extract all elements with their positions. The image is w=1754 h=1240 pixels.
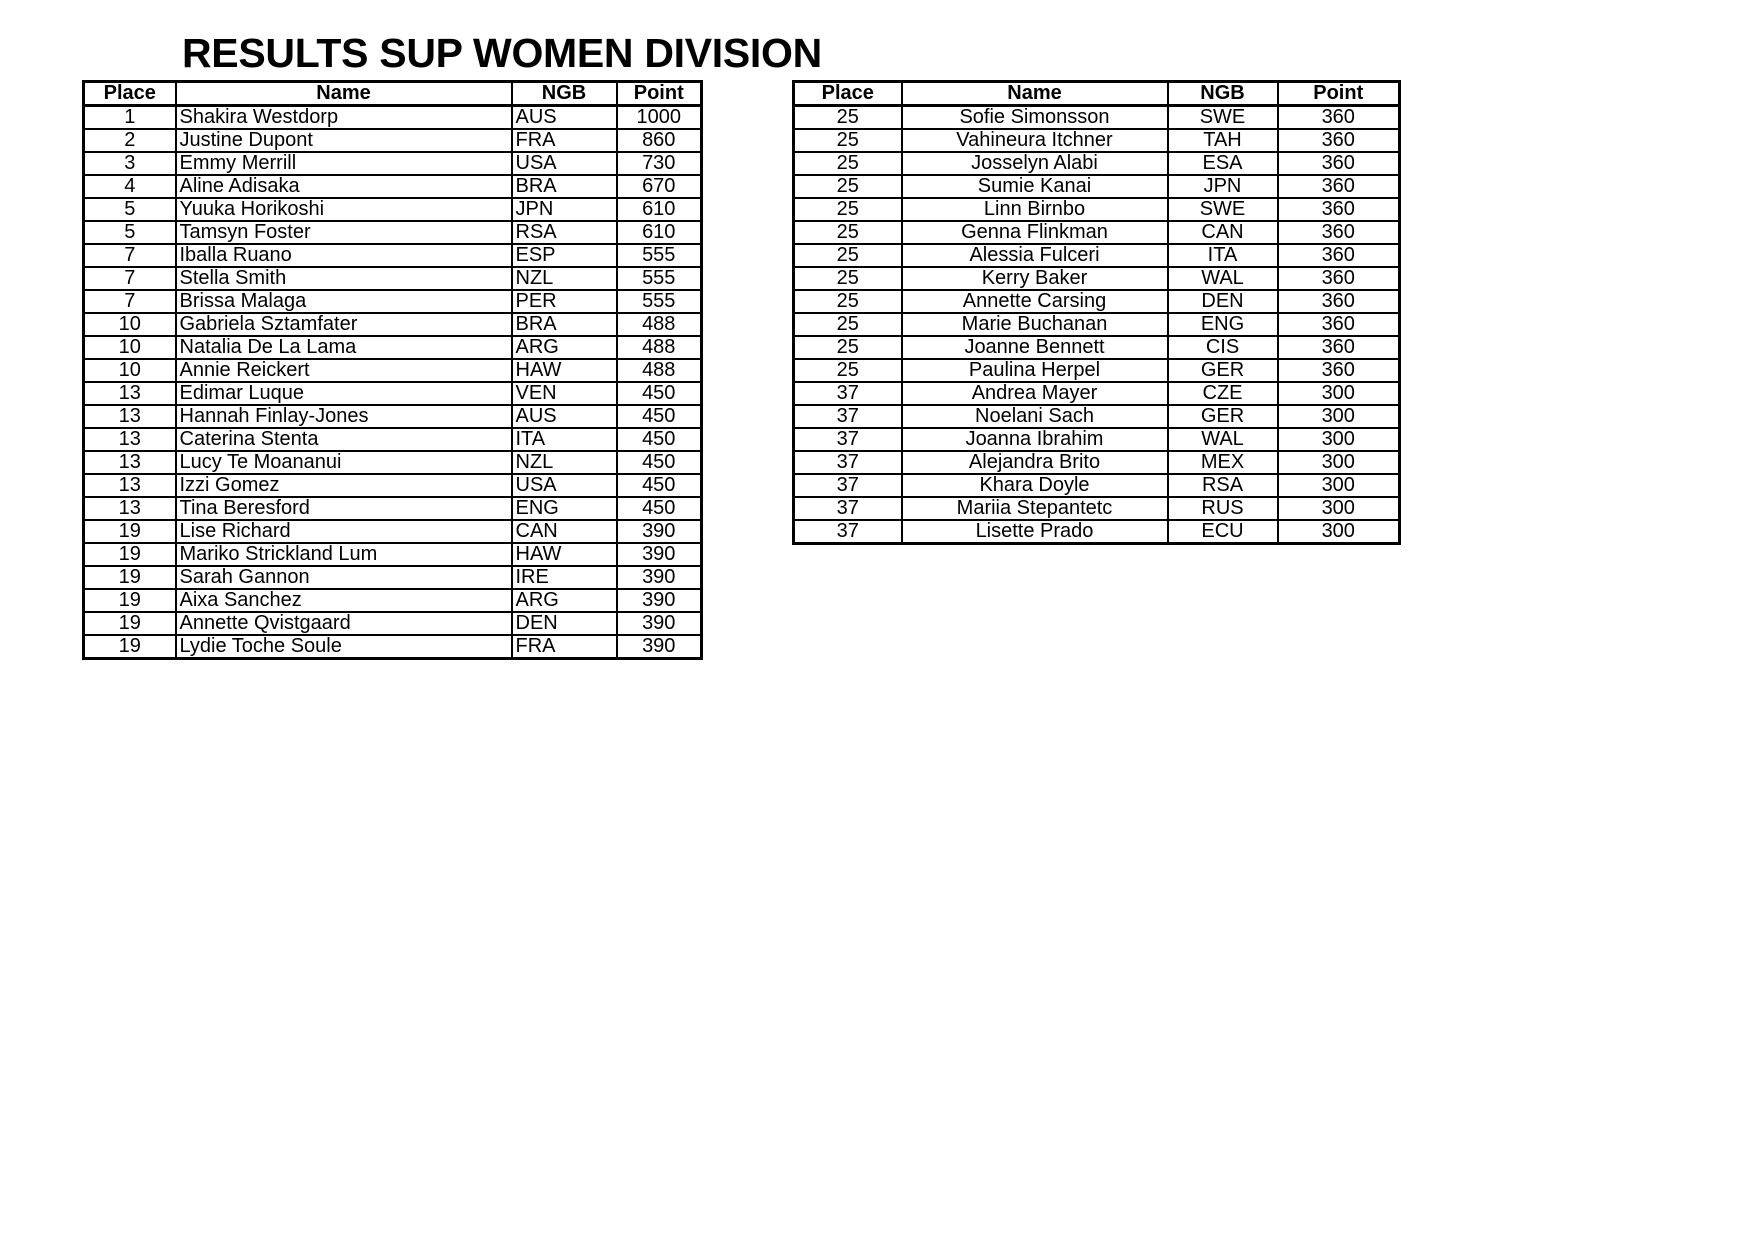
point-cell: 360 <box>1278 106 1400 130</box>
point-cell: 670 <box>617 175 702 198</box>
name-cell: Yuuka Horikoshi <box>176 198 512 221</box>
place-cell: 13 <box>84 497 176 520</box>
point-cell: 450 <box>617 405 702 428</box>
table-row <box>794 405 1400 428</box>
table-row <box>84 129 702 152</box>
point-cell: 300 <box>1278 382 1400 405</box>
name-cell: Sumie Kanai <box>902 175 1168 198</box>
point-header: Point <box>1278 82 1400 106</box>
place-cell: 3 <box>84 152 176 175</box>
name-cell: Edimar Luque <box>176 382 512 405</box>
point-cell: 450 <box>617 428 702 451</box>
ngb-cell: DEN <box>1168 290 1278 313</box>
ngb-cell: WAL <box>1168 428 1278 451</box>
point-cell: 360 <box>1278 175 1400 198</box>
place-cell: 13 <box>84 382 176 405</box>
name-header: Name <box>176 82 512 106</box>
place-cell: 19 <box>84 589 176 612</box>
point-cell: 450 <box>617 382 702 405</box>
table-row <box>794 313 1400 336</box>
place-cell: 19 <box>84 520 176 543</box>
ngb-cell: ESA <box>1168 152 1278 175</box>
place-cell: 25 <box>794 313 902 336</box>
name-cell: Paulina Herpel <box>902 359 1168 382</box>
point-cell: 360 <box>1278 336 1400 359</box>
point-cell: 450 <box>617 497 702 520</box>
ngb-cell: ITA <box>512 428 617 451</box>
table-row <box>84 451 702 474</box>
name-header: Name <box>902 82 1168 106</box>
place-cell: 37 <box>794 520 902 544</box>
name-cell: Annette Carsing <box>902 290 1168 313</box>
ngb-cell: CZE <box>1168 382 1278 405</box>
point-cell: 300 <box>1278 428 1400 451</box>
place-cell: 19 <box>84 612 176 635</box>
name-cell: Mariia Stepantetc <box>902 497 1168 520</box>
point-cell: 488 <box>617 313 702 336</box>
name-cell: Alejandra Brito <box>902 451 1168 474</box>
table-row <box>794 336 1400 359</box>
name-cell: Mariko Strickland Lum <box>176 543 512 566</box>
table-row <box>794 290 1400 313</box>
point-cell: 488 <box>617 359 702 382</box>
ngb-cell: AUS <box>512 106 617 130</box>
ngb-cell: CIS <box>1168 336 1278 359</box>
point-cell: 360 <box>1278 290 1400 313</box>
table-row <box>84 221 702 244</box>
point-cell: 555 <box>617 244 702 267</box>
table-row <box>794 474 1400 497</box>
point-cell: 360 <box>1278 129 1400 152</box>
table-row <box>84 152 702 175</box>
name-cell: Annie Reickert <box>176 359 512 382</box>
place-header: Place <box>84 82 176 106</box>
table-row <box>84 359 702 382</box>
place-cell: 25 <box>794 175 902 198</box>
point-cell: 300 <box>1278 451 1400 474</box>
place-cell: 2 <box>84 129 176 152</box>
place-cell: 7 <box>84 290 176 313</box>
ngb-cell: RSA <box>512 221 617 244</box>
table-row <box>794 244 1400 267</box>
place-cell: 25 <box>794 359 902 382</box>
ngb-cell: IRE <box>512 566 617 589</box>
place-cell: 13 <box>84 474 176 497</box>
name-cell: Lise Richard <box>176 520 512 543</box>
table-row <box>84 267 702 290</box>
name-cell: Lydie Toche Soule <box>176 635 512 659</box>
table-row <box>84 244 702 267</box>
place-cell: 37 <box>794 382 902 405</box>
place-cell: 25 <box>794 267 902 290</box>
ngb-cell: ITA <box>1168 244 1278 267</box>
ngb-cell: MEX <box>1168 451 1278 474</box>
table-row <box>84 566 702 589</box>
ngb-cell: NZL <box>512 267 617 290</box>
name-cell: Brissa Malaga <box>176 290 512 313</box>
table-row <box>84 313 702 336</box>
table-row <box>794 359 1400 382</box>
place-cell: 13 <box>84 451 176 474</box>
table-row <box>794 520 1400 544</box>
table-row <box>84 290 702 313</box>
point-cell: 555 <box>617 290 702 313</box>
point-cell: 300 <box>1278 520 1400 544</box>
ngb-cell: PER <box>512 290 617 313</box>
header-row <box>794 82 1400 106</box>
table-row <box>84 543 702 566</box>
place-cell: 13 <box>84 428 176 451</box>
place-cell: 19 <box>84 543 176 566</box>
ngb-cell: ENG <box>1168 313 1278 336</box>
table-row <box>84 382 702 405</box>
ngb-cell: FRA <box>512 129 617 152</box>
place-cell: 5 <box>84 198 176 221</box>
place-cell: 25 <box>794 152 902 175</box>
ngb-cell: CAN <box>512 520 617 543</box>
table-row <box>84 635 702 659</box>
ngb-cell: VEN <box>512 382 617 405</box>
name-cell: Shakira Westdorp <box>176 106 512 130</box>
table-row <box>84 405 702 428</box>
name-cell: Tamsyn Foster <box>176 221 512 244</box>
name-cell: Hannah Finlay-Jones <box>176 405 512 428</box>
ngb-cell: SWE <box>1168 198 1278 221</box>
name-cell: Josselyn Alabi <box>902 152 1168 175</box>
place-cell: 19 <box>84 635 176 659</box>
place-cell: 19 <box>84 566 176 589</box>
table-row <box>84 428 702 451</box>
table-row <box>84 198 702 221</box>
ngb-cell: RUS <box>1168 497 1278 520</box>
name-cell: Joanne Bennett <box>902 336 1168 359</box>
results-table-right <box>792 80 1401 545</box>
point-cell: 390 <box>617 635 702 659</box>
name-cell: Natalia De La Lama <box>176 336 512 359</box>
name-cell: Annette Qvistgaard <box>176 612 512 635</box>
place-cell: 25 <box>794 290 902 313</box>
point-cell: 610 <box>617 198 702 221</box>
place-cell: 1 <box>84 106 176 130</box>
point-cell: 860 <box>617 129 702 152</box>
table-row <box>84 520 702 543</box>
ngb-cell: CAN <box>1168 221 1278 244</box>
ngb-cell: TAH <box>1168 129 1278 152</box>
place-header: Place <box>794 82 902 106</box>
point-cell: 360 <box>1278 198 1400 221</box>
place-cell: 25 <box>794 336 902 359</box>
point-cell: 450 <box>617 451 702 474</box>
table-row <box>84 106 702 130</box>
name-cell: Joanna Ibrahim <box>902 428 1168 451</box>
name-cell: Sofie Simonsson <box>902 106 1168 130</box>
point-cell: 360 <box>1278 244 1400 267</box>
name-cell: Lisette Prado <box>902 520 1168 544</box>
ngb-cell: GER <box>1168 405 1278 428</box>
point-cell: 610 <box>617 221 702 244</box>
ngb-header: NGB <box>512 82 617 106</box>
ngb-cell: ARG <box>512 589 617 612</box>
ngb-cell: ECU <box>1168 520 1278 544</box>
name-cell: Linn Birnbo <box>902 198 1168 221</box>
point-cell: 300 <box>1278 474 1400 497</box>
table-row <box>84 474 702 497</box>
place-cell: 25 <box>794 244 902 267</box>
ngb-cell: HAW <box>512 359 617 382</box>
point-cell: 1000 <box>617 106 702 130</box>
place-cell: 37 <box>794 428 902 451</box>
point-cell: 360 <box>1278 221 1400 244</box>
name-cell: Noelani Sach <box>902 405 1168 428</box>
point-cell: 360 <box>1278 313 1400 336</box>
table-row <box>84 175 702 198</box>
ngb-cell: ARG <box>512 336 617 359</box>
table-row <box>794 129 1400 152</box>
ngb-cell: AUS <box>512 405 617 428</box>
place-cell: 4 <box>84 175 176 198</box>
table-row <box>794 428 1400 451</box>
table-row <box>794 106 1400 130</box>
name-cell: Emmy Merrill <box>176 152 512 175</box>
point-cell: 390 <box>617 566 702 589</box>
header-row <box>84 82 702 106</box>
place-cell: 37 <box>794 451 902 474</box>
point-cell: 488 <box>617 336 702 359</box>
place-cell: 10 <box>84 359 176 382</box>
ngb-cell: WAL <box>1168 267 1278 290</box>
ngb-cell: USA <box>512 474 617 497</box>
point-cell: 450 <box>617 474 702 497</box>
place-cell: 37 <box>794 474 902 497</box>
ngb-cell: ENG <box>512 497 617 520</box>
ngb-cell: NZL <box>512 451 617 474</box>
ngb-cell: DEN <box>512 612 617 635</box>
results-body-left <box>84 106 702 659</box>
table-row <box>84 589 702 612</box>
point-cell: 360 <box>1278 359 1400 382</box>
name-cell: Justine Dupont <box>176 129 512 152</box>
table-row <box>794 152 1400 175</box>
point-cell: 390 <box>617 612 702 635</box>
ngb-cell: GER <box>1168 359 1278 382</box>
ngb-cell: ESP <box>512 244 617 267</box>
name-cell: Aline Adisaka <box>176 175 512 198</box>
place-cell: 25 <box>794 221 902 244</box>
point-header: Point <box>617 82 702 106</box>
point-cell: 300 <box>1278 405 1400 428</box>
point-cell: 300 <box>1278 497 1400 520</box>
results-table-left <box>82 80 703 660</box>
ngb-cell: BRA <box>512 175 617 198</box>
name-cell: Kerry Baker <box>902 267 1168 290</box>
point-cell: 390 <box>617 543 702 566</box>
table-row <box>794 198 1400 221</box>
ngb-cell: JPN <box>512 198 617 221</box>
ngb-cell: RSA <box>1168 474 1278 497</box>
place-cell: 25 <box>794 106 902 130</box>
place-cell: 10 <box>84 313 176 336</box>
point-cell: 555 <box>617 267 702 290</box>
name-cell: Khara Doyle <box>902 474 1168 497</box>
ngb-header: NGB <box>1168 82 1278 106</box>
name-cell: Marie Buchanan <box>902 313 1168 336</box>
place-cell: 37 <box>794 497 902 520</box>
table-row <box>794 497 1400 520</box>
table-row <box>84 497 702 520</box>
name-cell: Andrea Mayer <box>902 382 1168 405</box>
ngb-cell: FRA <box>512 635 617 659</box>
name-cell: Gabriela Sztamfater <box>176 313 512 336</box>
name-cell: Iballa Ruano <box>176 244 512 267</box>
place-cell: 25 <box>794 129 902 152</box>
point-cell: 360 <box>1278 267 1400 290</box>
name-cell: Alessia Fulceri <box>902 244 1168 267</box>
name-cell: Aixa Sanchez <box>176 589 512 612</box>
point-cell: 730 <box>617 152 702 175</box>
table-row <box>794 175 1400 198</box>
place-cell: 5 <box>84 221 176 244</box>
name-cell: Caterina Stenta <box>176 428 512 451</box>
table-row <box>84 336 702 359</box>
name-cell: Sarah Gannon <box>176 566 512 589</box>
ngb-cell: USA <box>512 152 617 175</box>
point-cell: 390 <box>617 589 702 612</box>
table-row <box>84 612 702 635</box>
point-cell: 390 <box>617 520 702 543</box>
place-cell: 25 <box>794 198 902 221</box>
place-cell: 7 <box>84 267 176 290</box>
name-cell: Izzi Gomez <box>176 474 512 497</box>
place-cell: 13 <box>84 405 176 428</box>
ngb-cell: BRA <box>512 313 617 336</box>
table-row <box>794 451 1400 474</box>
name-cell: Vahineura Itchner <box>902 129 1168 152</box>
ngb-cell: JPN <box>1168 175 1278 198</box>
table-row <box>794 267 1400 290</box>
ngb-cell: SWE <box>1168 106 1278 130</box>
point-cell: 360 <box>1278 152 1400 175</box>
name-cell: Lucy Te Moananui <box>176 451 512 474</box>
results-body-right <box>794 106 1400 544</box>
place-cell: 37 <box>794 405 902 428</box>
name-cell: Tina Beresford <box>176 497 512 520</box>
page-title: RESULTS SUP WOMEN DIVISION <box>182 30 822 76</box>
name-cell: Stella Smith <box>176 267 512 290</box>
name-cell: Genna Flinkman <box>902 221 1168 244</box>
table-row <box>794 221 1400 244</box>
place-cell: 10 <box>84 336 176 359</box>
ngb-cell: HAW <box>512 543 617 566</box>
table-row <box>794 382 1400 405</box>
place-cell: 7 <box>84 244 176 267</box>
